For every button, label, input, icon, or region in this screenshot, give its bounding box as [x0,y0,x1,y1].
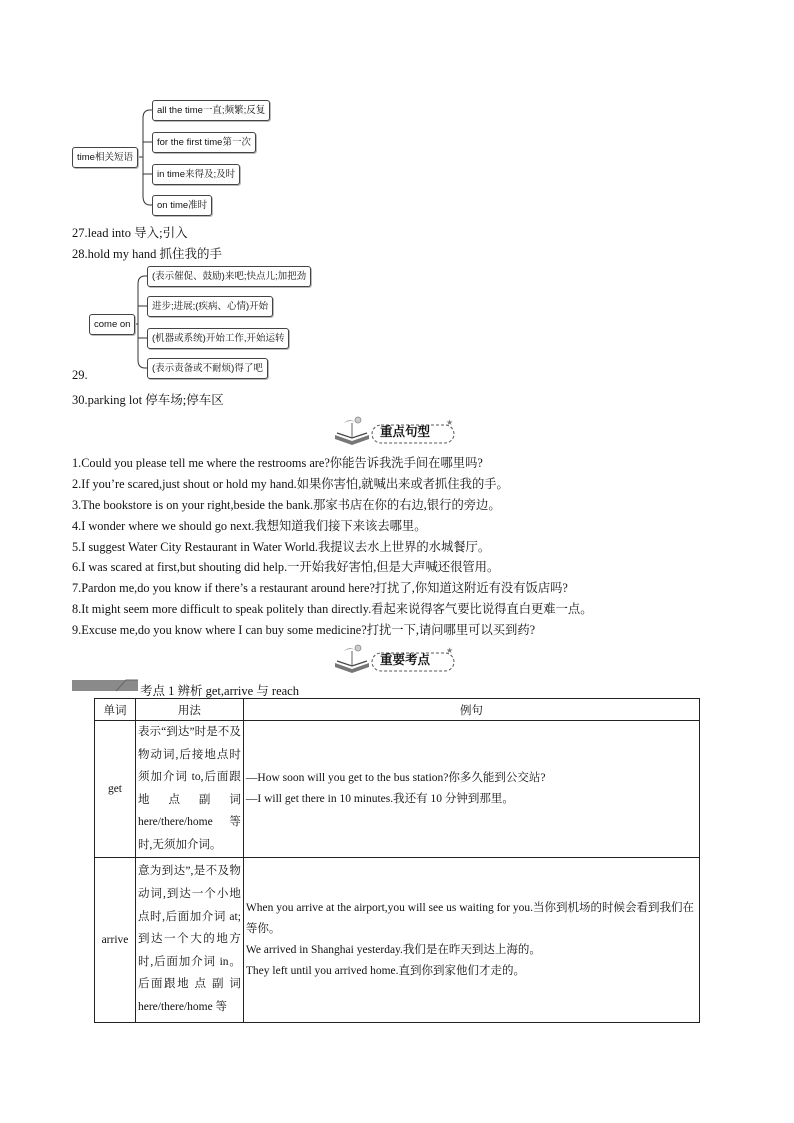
point-1-title: 考点 1 辨析 get,arrive 与 reach [140,684,299,698]
vocab-item-29: 29. [72,368,88,382]
sentence-item: 6.I was scared at first,but shouting did help.一开始我好害怕,但是大声喊还很管用。 [72,560,500,574]
example-sentence: —How soon will you get to the bus station?你多久能到公交站? [245,771,546,784]
come-on-meaning-box: (表示催促、鼓励)来吧;快点儿;加把劲 [147,266,311,287]
vocab-item-28: 28.hold my hand 抓住我的手 [72,247,222,261]
svg-text:★: ★ [446,418,454,427]
header-usage: 用法 [135,699,243,721]
vocab-item-27: 27.lead into 导入;引入 [72,226,188,240]
sentence-item: 9.Excuse me,do you know where I can buy some medicine?打扰一下,请问哪里可以买到药? [72,623,536,637]
usage-cell: 意为到达”,是不及物动词,到达一个小地点时,后面加介词 at;到达一个大的地方时,后面加介词 in。后面跟地 点 副 词 here/there/home 等 [135,857,243,1022]
example-sentence: —I will get there in 10 minutes.我还有 10 分钟到那里。 [245,792,514,805]
sentence-item: 8.It might seem more difficult to speak politely than directly.看起来说得客气要比说得直白更难一点。 [72,602,593,616]
sentence-item: 1.Could you please tell me where the restrooms are?你能告诉我洗手间在哪里吗? [72,456,483,470]
vocab-item-30: 30.parking lot 停车场;停车区 [72,393,224,407]
example-sentence: When you arrive at the airport,you will see us waiting for you.当你到机场的时候会看到我们在等你。 [245,901,694,935]
come-on-root: come on [89,314,135,335]
sentence-item: 5.I suggest Water City Restaurant in Water World.我提议去水上世界的水城餐厅。 [72,540,491,554]
time-phrase-box: for the first time第一次 [152,132,256,153]
example-cell [243,721,699,858]
usage-table [94,698,700,1023]
come-on-meaning-box: (机器或系统)开始工作,开始运转 [147,328,289,349]
section-title-points: 重要考点 [380,652,431,667]
point-marker-tab [116,677,140,693]
sentence-item: 4.I wonder where we should go next.我想知道我们接下来该去哪里。 [72,519,427,533]
sentence-item: 3.The bookstore is on your right,beside the bank.那家书店在你的右边,银行的旁边。 [72,498,501,512]
word-cell: arrive [95,857,136,1022]
time-phrase-box: all the time一直;频繁;反复 [152,100,270,121]
example-sentence: We arrived in Shanghai yesterday.我们是在昨天到达上海的。 [245,943,541,956]
word-cell: get [95,721,136,858]
sentence-item: 7.Pardon me,do you know if there’s a restaurant around here?打扰了,你知道这附近有没有饭店吗? [72,581,568,595]
come-on-meaning-box: 进步;进展;(疾病、心情)开始 [147,296,273,317]
section-banner-sentences [332,415,462,445]
header-word: 单词 [95,699,136,721]
come-on-meaning-box: (表示责备或不耐烦)得了吧 [147,358,268,379]
table-row [95,721,700,858]
svg-text:★: ★ [446,646,454,655]
time-phrases-root: time相关短语 [72,147,138,168]
example-cell [243,857,699,1022]
sentence-item: 2.If you’re scared,just shout or hold my hand.如果你害怕,就喊出来或者抓住我的手。 [72,477,509,491]
section-title-sentences: 重点句型 [380,424,431,439]
table-row [95,857,700,1022]
time-phrase-box: in time来得及;及时 [152,164,240,185]
time-phrase-box: on time准时 [152,195,212,216]
usage-cell: 表示“到达”时是不及物动词,后接地点时须加介词 to,后面跟地点副词 here/there/home 等时,无须加介词。 [135,721,243,858]
header-example: 例句 [243,699,699,721]
section-banner-points [332,643,462,673]
example-sentence: They left until you arrived home.直到你到家他们才走的。 [245,964,526,977]
